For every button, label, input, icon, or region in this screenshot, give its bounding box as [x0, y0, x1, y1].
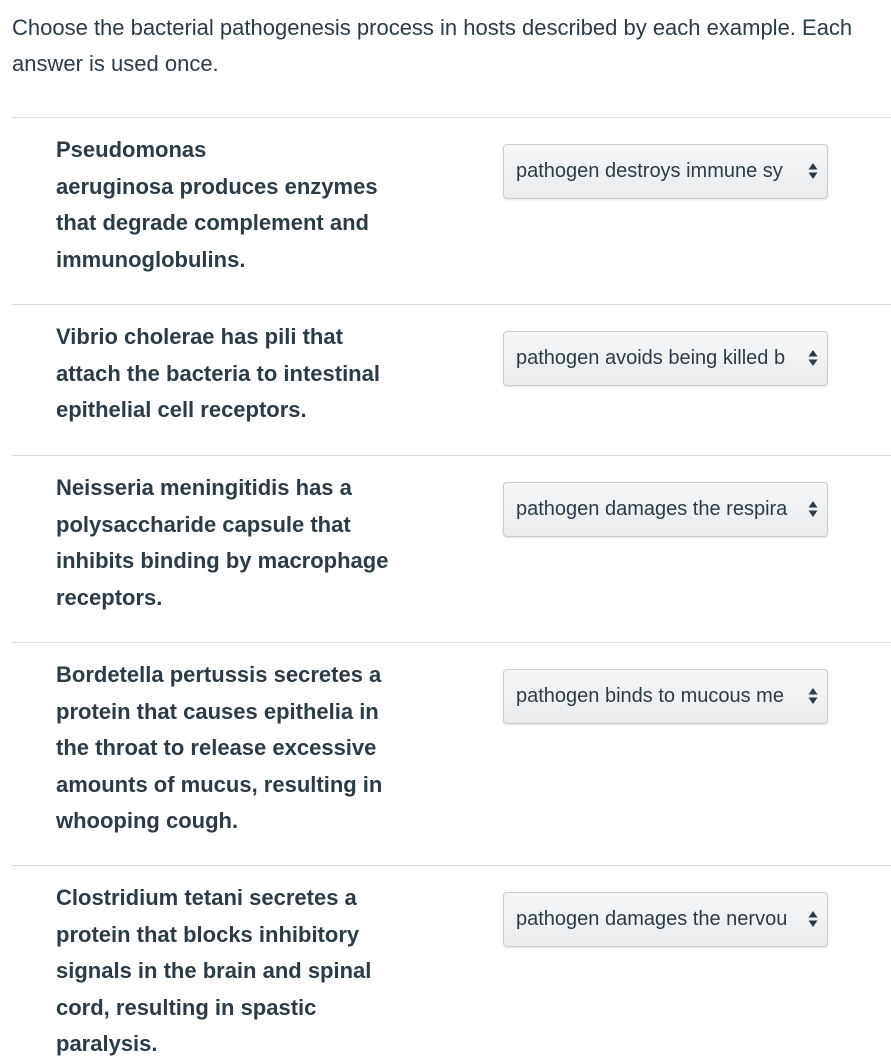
prompt-line: that degrade complement and — [56, 210, 369, 235]
matching-row-1 — [12, 117, 891, 304]
prompt-line: Bordetella pertussis secretes a — [56, 662, 382, 687]
up-down-caret-icon — [808, 500, 818, 518]
prompt-line: whooping cough. — [56, 808, 239, 833]
up-down-caret-icon — [808, 349, 818, 367]
row-prompt — [56, 319, 406, 429]
select-value: pathogen avoids being killed b — [516, 347, 786, 369]
answer-select-2[interactable] — [503, 331, 828, 386]
instructions-line-2: answer is used once. — [12, 51, 219, 76]
prompt-line: immunoglobulins. — [56, 246, 246, 272]
matching-row-2 — [12, 304, 891, 455]
prompt-line: protein that blocks inhibitory — [56, 921, 360, 947]
prompt-line: amounts of mucus, resulting in — [56, 771, 383, 797]
row-prompt — [56, 132, 406, 278]
prompt-line: Vibrio cholerae has pili that — [56, 324, 343, 349]
row-prompt — [56, 880, 406, 1063]
prompt-line: Clostridium tetani secretes a — [56, 885, 357, 910]
up-down-caret-icon — [808, 162, 818, 180]
prompt-line: Neisseria meningitidis has a — [56, 475, 352, 500]
prompt-line: aeruginosa produces enzymes — [56, 173, 378, 199]
prompt-line: Pseudomonas — [56, 137, 207, 162]
prompt-line: receptors. — [56, 584, 163, 610]
select-value: pathogen damages the nervou — [516, 908, 788, 930]
prompt-line: protein that causes epithelia in — [56, 698, 379, 724]
select-value: pathogen damages the respira — [516, 498, 788, 520]
prompt-line: cord, resulting in spastic paralysis. — [56, 994, 317, 1056]
matching-rows — [12, 117, 891, 1056]
prompt-line: inhibits binding by macrophage — [56, 548, 389, 573]
prompt-line: attach the bacteria to intestinal — [56, 360, 380, 386]
question-instructions — [12, 10, 891, 82]
answer-select-5[interactable] — [503, 892, 828, 947]
matching-row-3 — [12, 455, 891, 642]
prompt-line: polysaccharide capsule that — [56, 511, 351, 537]
row-prompt — [56, 470, 406, 616]
matching-row-4 — [12, 642, 891, 865]
up-down-caret-icon — [808, 910, 818, 928]
prompt-line: signals in the brain and spinal — [56, 958, 372, 983]
answer-select-4[interactable] — [503, 669, 828, 724]
prompt-line: the throat to release excessive — [56, 735, 377, 760]
up-down-caret-icon — [808, 687, 818, 705]
row-prompt — [56, 657, 406, 840]
prompt-line: epithelial cell receptors. — [56, 397, 307, 422]
answer-select-3[interactable] — [503, 482, 828, 537]
matching-row-5 — [12, 865, 891, 1056]
instructions-line-1: Choose the bacterial pathogenesis process in hosts described by each example. Each — [12, 15, 853, 40]
select-value: pathogen destroys immune sy — [516, 160, 783, 182]
answer-select-1[interactable] — [503, 144, 828, 199]
select-value: pathogen binds to mucous me — [516, 685, 784, 707]
